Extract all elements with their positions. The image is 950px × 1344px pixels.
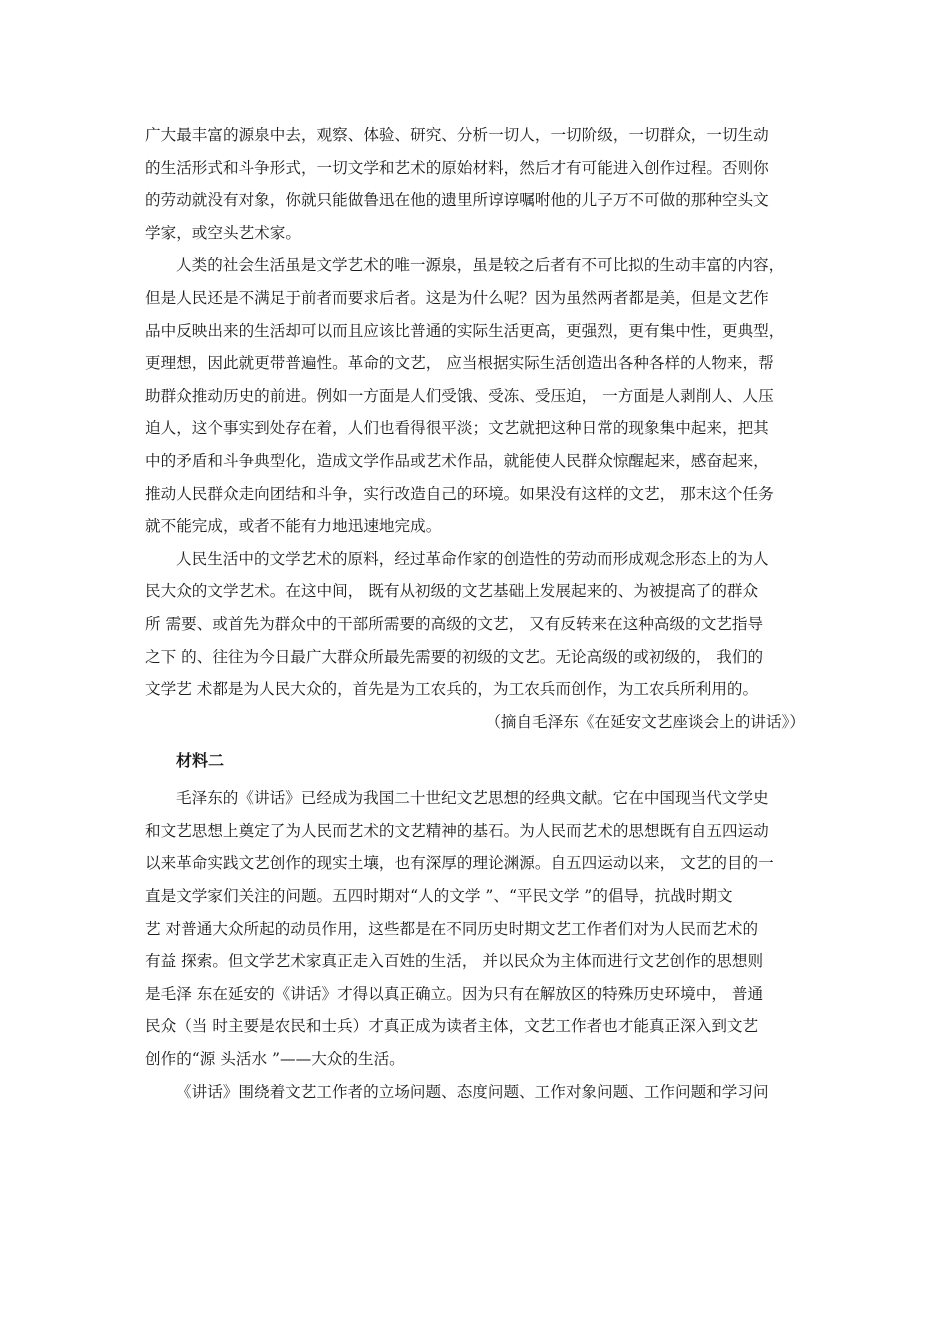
text-line: 艺 对普通大众所起的动员作用，这些都是在不同历史时期文艺工作者们对为人民而艺术的 [145, 919, 759, 938]
text-line: 更理想，因此就更带普遍性。革命的文艺， 应当根据实际生活创造出各种各样的人物来，帮 [145, 354, 774, 373]
text-line: 是毛泽 东在延安的《讲话》才得以真正确立。因为只有在解放区的特殊历史环境中， 普通 [145, 984, 764, 1003]
text-line: 之下 的、往往为今日最广大群众所最先需要的初级的文艺。无论高级的或初级的， 我们的 [145, 647, 764, 666]
document-page [145, 119, 805, 1108]
text-line: 民大众的文学艺术。在这中间， 既有从初级的文艺基础上发展起来的、为被提高了的群众 [145, 582, 759, 601]
text-line: 就不能完成，或者不能有力地迅速地完成。 [145, 517, 442, 536]
text-line: 品中反映出来的生活却可以而且应该比普通的实际生活更高，更强烈，更有集中性，更典型， [145, 321, 785, 340]
text-line: 助群众推动历史的前进。例如一方面是人们受饿、受冻、受压迫， 一方面是人剥削人、人压 [145, 386, 774, 405]
text-line: 所 需要、或首先为群众中的干部所需要的高级的文艺， 又有反转来在这种高级的文艺指导 [145, 614, 764, 633]
text-line: 人类的社会生活虽是文学艺术的唯一源泉，虽是较之后者有不可比拟的生动丰富的内容， [176, 256, 785, 275]
text-line: 以来革命实践文艺创作的现实土壤，也有深厚的理论渊源。自五四运动以来， 文艺的目的一 [145, 854, 774, 873]
text-line: 的生活形式和斗争形式，一切文学和艺术的原始材料，然后才有可能进入创作过程。否则你 [145, 158, 769, 177]
text-line: 民众（当 时主要是农民和士兵）才真正成为读者主体，文艺工作者也才能真正深入到文艺 [145, 1017, 759, 1036]
section-heading: 材料二 [176, 751, 225, 771]
text-line: 但是人民还是不满足于前者而要求后者。这是为什么呢？因为虽然两者都是美，但是文艺作 [145, 288, 769, 307]
text-line: 推动人民群众走向团结和斗争，实行改造自己的环境。如果没有这样的文艺， 那末这个任务 [145, 484, 774, 503]
text-line: 创作的“源 头活水 ”——大众的生活。 [145, 1050, 405, 1069]
text-line: 《讲话》围绕着文艺工作者的立场问题、态度问题、工作对象问题、工作问题和学习问 [176, 1082, 769, 1101]
paragraph-2 [145, 249, 805, 542]
paragraph-3 [145, 543, 805, 706]
paragraph-1 [145, 119, 805, 249]
text-line: 毛泽东的《讲话》已经成为我国二十世纪文艺思想的经典文献。它在中国现当代文学史 [176, 789, 769, 808]
text-line: 和文艺思想上奠定了为人民而艺术的文艺精神的基石。为人民而艺术的思想既有自五四运动 [145, 821, 769, 840]
paragraph-4 [145, 782, 805, 1075]
text-line: 迫人，这个事实到处存在着，人们也看得很平淡；文艺就把这种日常的现象集中起来，把其 [145, 419, 769, 438]
source-citation: （摘自毛泽东《在延安文艺座谈会上的讲话》） [485, 712, 805, 731]
text-line: 的劳动就没有对象，你就只能做鲁迅在他的遗里所谆谆嘱咐他的儿子万不可做的那种空头文 [145, 191, 769, 210]
text-line: 有益 探索。但文学艺术家真正走入百姓的生活， 并以民众为主体而进行文艺创作的思想则 [145, 952, 764, 971]
text-line: 文学艺 术都是为人民大众的，首先是为工农兵的，为工农兵而创作，为工农兵所利用的。 [145, 680, 759, 699]
text-line: 直是文学家们关注的问题。五四时期对“人的文学 ”、“平民文学 ”的倡导，抗战时期文 [145, 887, 733, 906]
text-line: 广大最丰富的源泉中去，观察、体验、研究、分析一切人，一切阶级，一切群众，一切生动 [145, 126, 769, 144]
text-line: 学家，或空头艺术家。 [145, 223, 301, 242]
text-line: 人民生活中的文学艺术的原料，经过革命作家的创造性的劳动而形成观念形态上的为人 [176, 549, 769, 568]
paragraph-5 [145, 1076, 805, 1109]
text-line: 中的矛盾和斗争典型化，造成文学作品或艺术作品，就能使人民群众惊醒起来，感奋起来， [145, 451, 769, 470]
